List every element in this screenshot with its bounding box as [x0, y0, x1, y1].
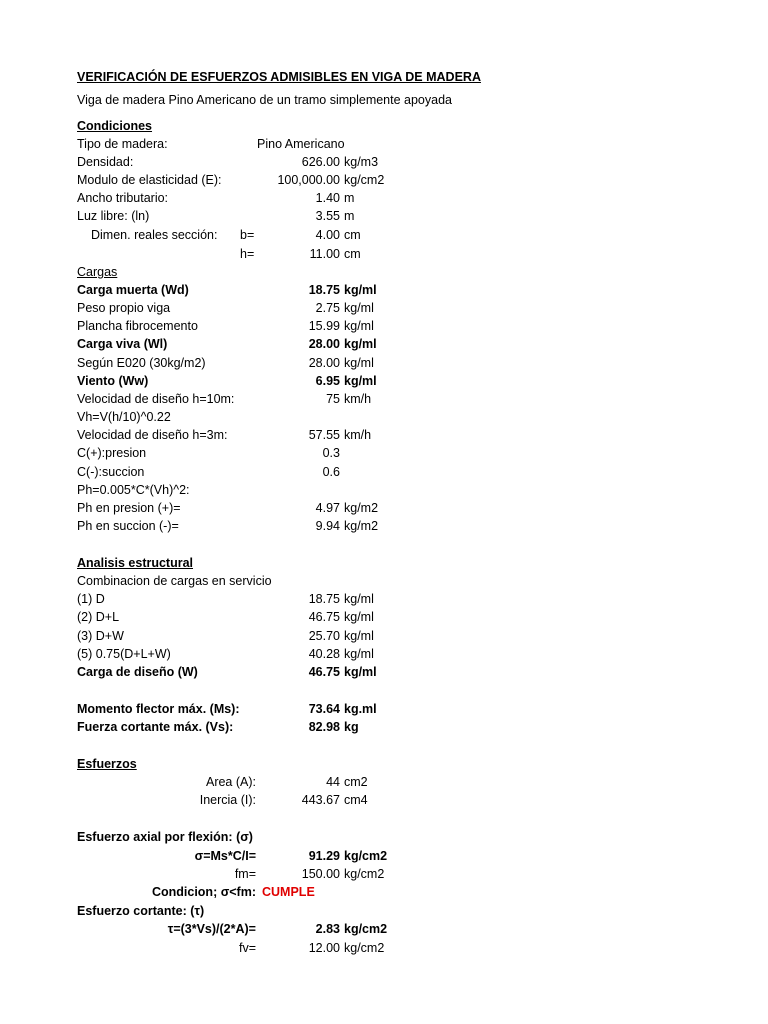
modulo-elasticidad-row: [0, 171, 768, 189]
viento-row: [0, 372, 768, 390]
section-heading: Analisis estructural: [77, 556, 194, 570]
row-label: Velocidad de diseño h=3m:: [77, 428, 228, 442]
row-value: 9.94: [315, 519, 340, 533]
combo-1-row: [0, 590, 768, 608]
c-succion-row: [0, 463, 768, 481]
row-label: Combinacion de cargas en servicio: [77, 574, 272, 588]
row-unit: kg/ml: [344, 283, 377, 297]
row-value: 150.00: [301, 867, 340, 881]
analisis-heading-row: [0, 554, 768, 572]
row-label: C(+):presion: [77, 446, 147, 460]
row-label: Tipo de madera:: [77, 137, 168, 151]
row-value: 626.00: [301, 155, 340, 169]
momento-row: [0, 700, 768, 718]
cortante-heading-row: [0, 902, 768, 920]
row-unit: kg/cm2: [344, 867, 385, 881]
row-label: σ=Ms*C/I=: [194, 849, 256, 863]
row-value: 15.99: [308, 319, 340, 333]
row-value: 100,000.00: [277, 173, 340, 187]
row-label: Velocidad de diseño h=10m:: [77, 392, 235, 406]
row-label: Momento flector máx. (Ms):: [77, 702, 240, 716]
row-unit: kg.ml: [344, 702, 377, 716]
section-heading: Esfuerzos: [77, 757, 137, 771]
row-unit: cm2: [344, 775, 368, 789]
luz-libre-row: [0, 207, 768, 225]
subtitle-row: [0, 91, 768, 109]
row-unit: kg/ml: [344, 665, 377, 679]
row-label: Fuerza cortante máx. (Vs):: [77, 720, 234, 734]
row-unit: kg/ml: [344, 356, 374, 370]
section-heading: Condiciones: [77, 119, 153, 133]
row-label: fv=: [238, 941, 256, 955]
formula-vh-row: [0, 408, 768, 426]
row-label: Inercia (I):: [199, 793, 256, 807]
row-value: 12.00: [308, 941, 340, 955]
row-unit: kg/cm2: [344, 173, 385, 187]
row-unit: kg/cm2: [344, 922, 388, 936]
row-value: 11.00: [309, 247, 340, 261]
row-unit: kg/ml: [344, 319, 374, 333]
row-label: Modulo de elasticidad (E):: [77, 173, 222, 187]
row-label: Carga viva (Wl): [77, 337, 168, 351]
row-unit: km/h: [344, 428, 372, 442]
dimen-h-row: [0, 245, 768, 263]
row-unit: kg/m2: [344, 519, 379, 533]
row-value: 443.67: [301, 793, 340, 807]
b-label: b=: [240, 228, 255, 242]
row-value: 57.55: [308, 428, 340, 442]
row-value: 0.6: [322, 465, 340, 479]
row-unit: kg/cm2: [344, 941, 385, 955]
row-value: 75: [326, 392, 340, 406]
row-value: 4.00: [315, 228, 340, 242]
combinacion-row: [0, 572, 768, 590]
sigma-row: [0, 847, 768, 865]
axial-heading-row: [0, 828, 768, 846]
row-value: 25.70: [308, 629, 340, 643]
row-label: (3) D+W: [77, 629, 124, 643]
h-label: h=: [240, 247, 255, 261]
row-value: 46.75: [308, 610, 340, 624]
row-label: Viento (Ww): [77, 374, 149, 388]
densidad-row: [0, 153, 768, 171]
row-label: Peso propio viga: [77, 301, 171, 315]
subsection-heading: Esfuerzo cortante: (τ): [77, 904, 205, 918]
row-unit: m: [344, 209, 355, 223]
area-row: [0, 773, 768, 791]
row-label: Ph en presion (+)=: [77, 501, 181, 515]
cargas-heading-row: [0, 263, 768, 281]
peso-propio-row: [0, 299, 768, 317]
condiciones-heading-row: [0, 117, 768, 135]
fm-row: [0, 865, 768, 883]
row-value: 73.64: [308, 702, 340, 716]
row-value: 44: [326, 775, 340, 789]
title-row: [0, 68, 768, 86]
row-unit: kg/ml: [344, 337, 377, 351]
row-label: fm=: [234, 867, 256, 881]
formula-ph-row: [0, 481, 768, 499]
tau-row: [0, 920, 768, 938]
row-label: Carga de diseño (W): [77, 665, 198, 679]
row-value: 91.29: [308, 849, 340, 863]
plancha-row: [0, 317, 768, 335]
document-title: VERIFICACIÓN DE ESFUERZOS ADMISIBLES EN VIGA DE MADERA: [77, 70, 481, 84]
segun-e020-row: [0, 354, 768, 372]
row-value: 18.75: [308, 283, 340, 297]
row-label: Según E020 (30kg/m2): [77, 356, 206, 370]
row-value: 1.40: [315, 191, 340, 205]
row-label: Carga muerta (Wd): [77, 283, 189, 297]
row-unit: km/h: [344, 392, 372, 406]
subsection-heading: Esfuerzo axial por flexión: (σ): [77, 830, 253, 844]
row-label: Plancha fibrocemento: [77, 319, 198, 333]
row-unit: m: [344, 191, 355, 205]
row-value: 0.3: [322, 446, 340, 460]
row-unit: kg/ml: [344, 374, 377, 388]
ph-succion-row: [0, 517, 768, 535]
row-value: 28.00: [308, 356, 340, 370]
document-subtitle: Viga de madera Pino Americano de un tramo simplemente apoyada: [77, 93, 452, 107]
row-value: 3.55: [315, 209, 340, 223]
row-label: Condicion; σ<fm:: [151, 885, 256, 899]
row-label: (5) 0.75(D+L+W): [77, 647, 171, 661]
row-unit: kg/ml: [344, 610, 374, 624]
row-label: Ph=0.005*C*(Vh)^2:: [77, 483, 190, 497]
combo-5-row: [0, 645, 768, 663]
inercia-row: [0, 791, 768, 809]
row-value: 2.75: [315, 301, 340, 315]
row-unit: cm: [344, 228, 361, 242]
row-label: Densidad:: [77, 155, 134, 169]
combo-2-row: [0, 608, 768, 626]
row-value: 4.97: [315, 501, 340, 515]
row-unit: kg/ml: [344, 592, 374, 606]
esfuerzos-heading-row: [0, 755, 768, 773]
ancho-tributario-row: [0, 189, 768, 207]
row-value: 28.00: [308, 337, 340, 351]
row-value: 6.95: [315, 374, 340, 388]
fuerza-cortante-row: [0, 718, 768, 736]
row-value: Pino Americano: [257, 137, 345, 151]
row-unit: cm: [344, 247, 361, 261]
row-label: (1) D: [77, 592, 105, 606]
section-heading: Cargas: [77, 265, 118, 279]
tipo-madera-row: [0, 135, 768, 153]
row-unit: kg/cm2: [344, 849, 388, 863]
row-label: Ph en succion (-)=: [77, 519, 179, 533]
row-label: Ancho tributario:: [77, 191, 169, 205]
dimen-b-row: [0, 226, 768, 244]
velocidad-3m-row: [0, 426, 768, 444]
row-value: 46.75: [308, 665, 340, 679]
carga-muerta-row: [0, 281, 768, 299]
row-unit: kg/m3: [344, 155, 379, 169]
row-value: 18.75: [308, 592, 340, 606]
row-unit: kg/ml: [344, 647, 374, 661]
row-unit: kg/ml: [344, 629, 374, 643]
row-value: 82.98: [308, 720, 340, 734]
row-unit: kg: [344, 720, 359, 734]
row-label: Luz libre: (ln): [77, 209, 150, 223]
carga-diseno-row: [0, 663, 768, 681]
row-label: τ=(3*Vs)/(2*A)=: [167, 922, 256, 936]
row-unit: kg/ml: [344, 301, 374, 315]
row-label: (2) D+L: [77, 610, 120, 624]
row-value: 2.83: [315, 922, 340, 936]
carga-viva-row: [0, 335, 768, 353]
row-label: Dimen. reales sección:: [91, 228, 218, 242]
row-label: C(-):succion: [77, 465, 145, 479]
condicion-flexion-row: [0, 883, 768, 901]
row-unit: cm4: [344, 793, 368, 807]
ph-presion-row: [0, 499, 768, 517]
row-value: 40.28: [308, 647, 340, 661]
combo-3-row: [0, 627, 768, 645]
velocidad-10m-row: [0, 390, 768, 408]
row-label: Area (A):: [205, 775, 256, 789]
row-unit: kg/m2: [344, 501, 379, 515]
c-presion-row: [0, 444, 768, 462]
row-label: Vh=V(h/10)^0.22: [77, 410, 171, 424]
cumple-status: CUMPLE: [262, 885, 315, 899]
fv-row: [0, 939, 768, 957]
